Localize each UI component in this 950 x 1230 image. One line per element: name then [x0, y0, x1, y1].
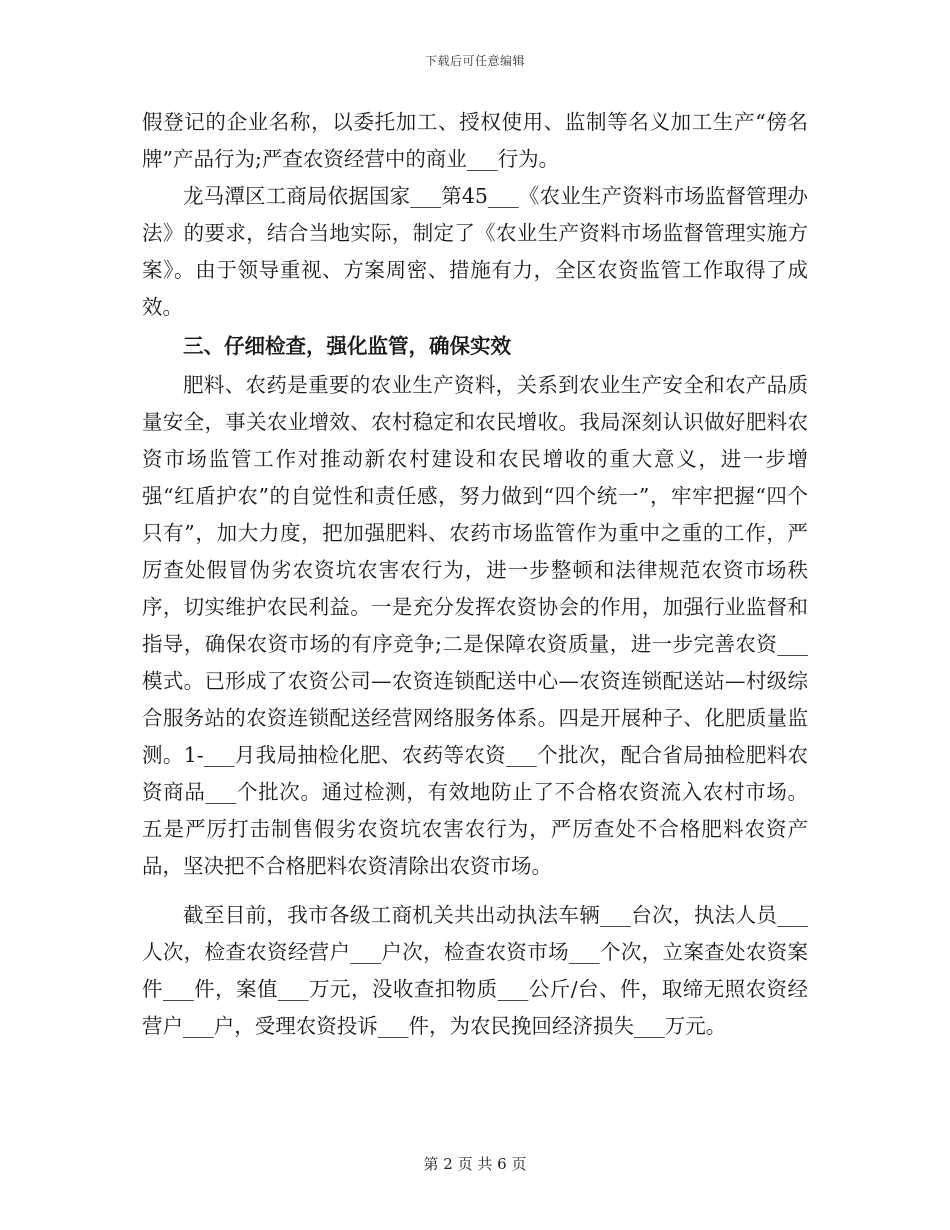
paragraph-gap	[142, 885, 808, 897]
paragraph-continuation: 假登记的企业名称，以委托加工、授权使用、监制等名义加工生产“傍名牌”产品行为;严查农资经营中的商业___行为。	[142, 110, 808, 171]
paragraph-statistics: 截至目前，我市各级工商机关共出动执法车辆___台次，执法人员___人次，检查农资经营户___户次，检查农资市场___个次，立案查处农资案件___件，案值___万元，没收查扣物质___公斤/台、件，取缔无照农资经营户___户，受理农资投诉___件，为农民挽回经济损失___万元。	[142, 903, 808, 1038]
paragraph-fertilizer: 肥料、农药是重要的农业生产资料，关系到农业生产安全和农产品质量安全，事关农业增效、农村稳定和农民增收。我局深刻认识做好肥料农资市场监管工作对推动新农村建设和农民增收的重大意义，进一步增强“红盾护农”的自觉性和责任感，努力做到“四个统一”，牢牢把握“四个只有”，加大力度，把加强肥料、农药市场监管作为重中之重的工作，严厉查处假冒伪劣农资坑农害农行为，进一步整顿和法律规范农资市场秩序，切实维护农民利益。一是充分发挥农资协会的作用，加强行业监督和指导，确保农资市场的有序竞争;二是保障农资质量，进一步完善农资___模式。已形成了农资公司—农资连锁配送中心—农资连锁配送站—村级综合服务站的农资连锁配送经营网络服务体系。四是开展种子、化肥质量监测。1-___月我局抽检化肥、农药等农资___个批次，配合省局抽检肥料农资商品___个批次。通过检测，有效地防止了不合格农资流入农村市场。五是严厉打击制售假劣农资坑农害农行为，严厉查处不合格肥料农资产品，坚决把不合格肥料农资清除出农资市场。	[142, 373, 808, 878]
document-body	[142, 104, 808, 1045]
section-heading-3: 三、仔细检查，强化监管，确保实效	[183, 334, 511, 358]
page-header: 下载后可任意编辑	[424, 54, 525, 68]
paragraph-longmatan: 龙马潭区工商局依据国家___第45___《农业生产资料市场监督管理办法》的要求，结合当地实际，制定了《农业生产资料市场监督管理实施方案》。由于领导重视、方案周密、措施有力，全区农资监管工作取得了成效。	[142, 184, 808, 319]
page-number: 第 2 页 共 6 页	[423, 1155, 527, 1173]
